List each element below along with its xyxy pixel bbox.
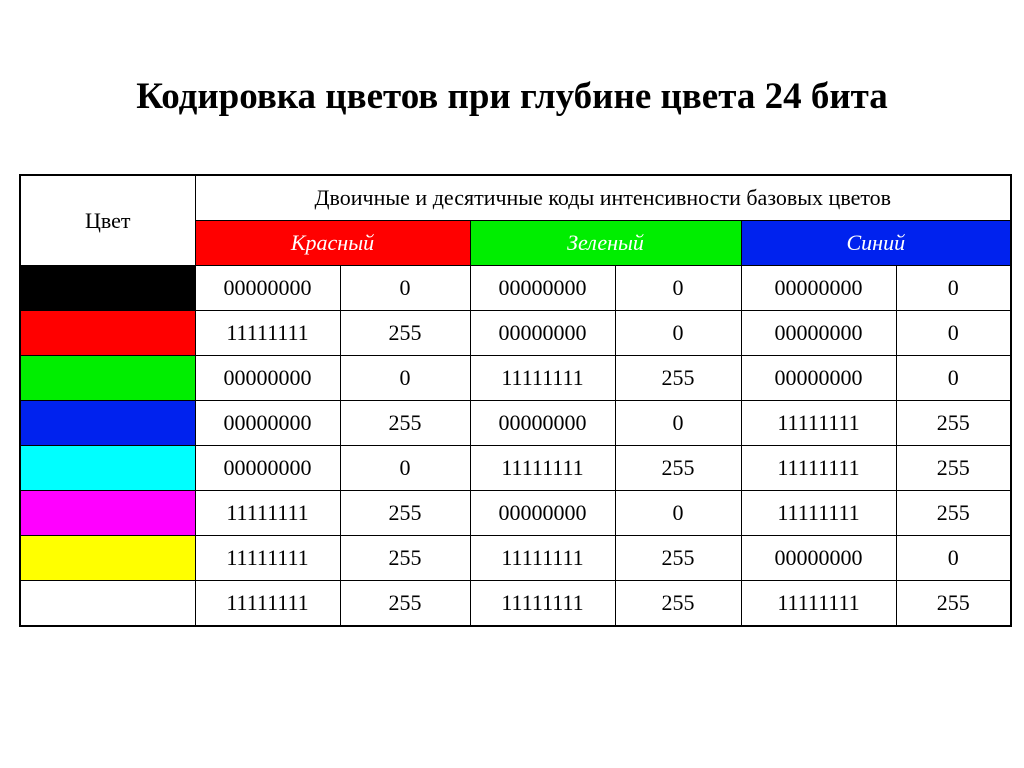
codes-header: Двоичные и десятичные коды интенсивности базовых цветов — [195, 175, 1011, 221]
blue-binary-cell: 11111111 — [741, 446, 896, 491]
red-binary-cell: 00000000 — [195, 356, 340, 401]
color-swatch — [20, 356, 195, 401]
green-binary-cell: 00000000 — [470, 401, 615, 446]
red-decimal-cell: 0 — [340, 356, 470, 401]
page-title: Кодировка цветов при глубине цвета 24 бита — [136, 76, 888, 117]
blue-binary-cell: 11111111 — [741, 581, 896, 627]
color-swatch — [20, 536, 195, 581]
table-row — [20, 581, 1011, 627]
green-decimal-cell: 255 — [615, 356, 741, 401]
red-decimal-cell: 0 — [340, 266, 470, 311]
red-binary-cell: 11111111 — [195, 581, 340, 627]
color-swatch — [20, 311, 195, 356]
table-row — [20, 401, 1011, 446]
blue-binary-cell: 00000000 — [741, 311, 896, 356]
green-binary-cell: 11111111 — [470, 581, 615, 627]
green-binary-cell: 11111111 — [470, 356, 615, 401]
header-row — [20, 175, 1011, 221]
blue-decimal-cell: 0 — [896, 311, 1011, 356]
red-binary-cell: 11111111 — [195, 311, 340, 356]
color-code-table — [19, 174, 1012, 627]
green-binary-cell: 00000000 — [470, 491, 615, 536]
color-swatch — [20, 266, 195, 311]
red-binary-cell: 00000000 — [195, 446, 340, 491]
green-decimal-cell: 0 — [615, 266, 741, 311]
red-binary-cell: 00000000 — [195, 401, 340, 446]
blue-decimal-cell: 255 — [896, 446, 1011, 491]
blue-binary-cell: 11111111 — [741, 491, 896, 536]
table-row — [20, 536, 1011, 581]
table-row — [20, 266, 1011, 311]
blue-decimal-cell: 255 — [896, 581, 1011, 627]
red-binary-cell: 11111111 — [195, 491, 340, 536]
blue-decimal-cell: 255 — [896, 491, 1011, 536]
red-decimal-cell: 255 — [340, 536, 470, 581]
color-swatch — [20, 446, 195, 491]
blue-binary-cell: 00000000 — [741, 356, 896, 401]
red-binary-cell: 11111111 — [195, 536, 340, 581]
base-color-blue-header: Синий — [741, 221, 1011, 266]
green-decimal-cell: 255 — [615, 446, 741, 491]
red-decimal-cell: 0 — [340, 446, 470, 491]
red-decimal-cell: 255 — [340, 311, 470, 356]
red-decimal-cell: 255 — [340, 581, 470, 627]
green-binary-cell: 00000000 — [470, 266, 615, 311]
red-decimal-cell: 255 — [340, 491, 470, 536]
green-binary-cell: 00000000 — [470, 311, 615, 356]
green-decimal-cell: 0 — [615, 401, 741, 446]
color-swatch — [20, 491, 195, 536]
color-swatch — [20, 401, 195, 446]
table-row — [20, 311, 1011, 356]
green-binary-cell: 11111111 — [470, 446, 615, 491]
blue-binary-cell: 00000000 — [741, 266, 896, 311]
blue-binary-cell: 11111111 — [741, 401, 896, 446]
color-column-header: Цвет — [20, 175, 195, 266]
green-decimal-cell: 0 — [615, 311, 741, 356]
green-decimal-cell: 255 — [615, 581, 741, 627]
blue-binary-cell: 00000000 — [741, 536, 896, 581]
blue-decimal-cell: 255 — [896, 401, 1011, 446]
table-row — [20, 356, 1011, 401]
base-color-green-header: Зеленый — [470, 221, 741, 266]
red-binary-cell: 00000000 — [195, 266, 340, 311]
green-decimal-cell: 255 — [615, 536, 741, 581]
red-decimal-cell: 255 — [340, 401, 470, 446]
table-row — [20, 446, 1011, 491]
table-row — [20, 491, 1011, 536]
base-color-red-header: Красный — [195, 221, 470, 266]
blue-decimal-cell: 0 — [896, 356, 1011, 401]
green-decimal-cell: 0 — [615, 491, 741, 536]
color-swatch — [20, 581, 195, 627]
green-binary-cell: 11111111 — [470, 536, 615, 581]
blue-decimal-cell: 0 — [896, 536, 1011, 581]
blue-decimal-cell: 0 — [896, 266, 1011, 311]
